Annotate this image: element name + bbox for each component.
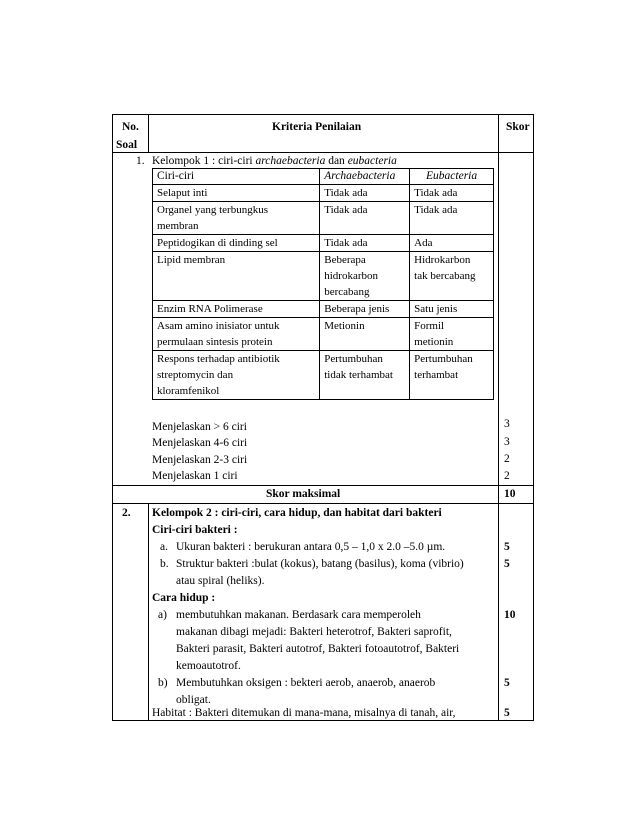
q2-habitat-text: Habitat : Bakteri ditemukan di mana-mana, misalnya di tanah, air, bbox=[152, 707, 456, 719]
col-header-archaebacteria bbox=[320, 169, 410, 185]
cell-line: Tidak ada bbox=[324, 187, 368, 199]
cell-line: Metionin bbox=[324, 320, 365, 332]
cell-archae bbox=[320, 185, 410, 202]
table-bottom-border bbox=[112, 720, 534, 721]
header-soal: Soal bbox=[116, 139, 138, 151]
q2-cara-marker: b) bbox=[158, 677, 168, 689]
q2-ciri-label: Ciri-ciri bakteri : bbox=[152, 524, 238, 536]
q1-criterion-score: 3 bbox=[504, 418, 510, 430]
table-row bbox=[153, 202, 494, 235]
cell-line: Lipid membran bbox=[157, 254, 226, 266]
q1-criterion: Menjelaskan > 6 ciri bbox=[152, 421, 247, 433]
cell-line: kloramfenikol bbox=[157, 385, 220, 397]
q1-title-archaebacteria: archaebacteria bbox=[255, 155, 326, 167]
table-row bbox=[153, 351, 494, 400]
cell-ciri bbox=[153, 202, 320, 235]
archaebacteria-eubacteria-table bbox=[152, 168, 494, 400]
q2-habitat-score: 5 bbox=[504, 707, 510, 719]
cell-ciri bbox=[153, 351, 320, 400]
header-skor: Skor bbox=[506, 121, 530, 133]
q1-criterion: Menjelaskan 2-3 ciri bbox=[152, 454, 248, 466]
cell-line: streptomycin dan bbox=[157, 369, 234, 381]
cell-eubac bbox=[410, 185, 494, 202]
q2-cara-text: membutuhkan makanan. Berdasark cara memperoleh bbox=[176, 609, 421, 621]
cell-line: Hidrokarbon bbox=[414, 254, 471, 266]
cell-line: Organel yang terbungkus bbox=[157, 204, 268, 216]
table-row bbox=[153, 252, 494, 301]
cell-ciri bbox=[153, 235, 320, 252]
q2-cara-text: kemoautotrof. bbox=[176, 660, 241, 672]
skor-maksimal-label: Skor maksimal bbox=[266, 488, 341, 500]
q1-title-dan: dan bbox=[325, 155, 348, 167]
header-bottom-border bbox=[112, 152, 534, 153]
cell-line: Tidak ada bbox=[324, 237, 368, 249]
cell-line: permulaan sintesis protein bbox=[157, 336, 273, 348]
table-row bbox=[153, 185, 494, 202]
cell-eubac bbox=[410, 202, 494, 235]
table-left-border bbox=[112, 114, 113, 721]
cell-eubac bbox=[410, 301, 494, 318]
q2-title: Kelompok 2 : ciri-ciri, cara hidup, dan habitat dari bakteri bbox=[152, 507, 442, 519]
cell-line: membran bbox=[157, 220, 199, 232]
q2-ciri-score: 5 bbox=[504, 541, 510, 553]
cell-line: Selaput inti bbox=[157, 187, 208, 199]
q1-number: 1. bbox=[136, 155, 145, 167]
cell-eubac bbox=[410, 252, 494, 301]
q1-criterion: Menjelaskan 1 ciri bbox=[152, 470, 238, 482]
cell-line: bercabang bbox=[324, 286, 370, 298]
table-right-border bbox=[533, 114, 534, 721]
q2-cara-score: 10 bbox=[504, 609, 516, 621]
q2-cara-score: 5 bbox=[504, 677, 510, 689]
q2-cara-marker: a) bbox=[158, 609, 167, 621]
q2-cara-text: Membutuhkan oksigen : bekteri aerob, anaerob, anaerob bbox=[176, 677, 436, 689]
q2-ciri-marker: a. bbox=[160, 541, 168, 553]
header-kriteria: Kriteria Penilaian bbox=[272, 121, 362, 133]
cell-line: Tidak ada bbox=[414, 187, 458, 199]
col-header-ciri-label: Ciri-ciri bbox=[157, 170, 195, 182]
cell-archae bbox=[320, 202, 410, 235]
cell-line: Pertumbuhan bbox=[324, 353, 383, 365]
cell-line: Enzim RNA Polimerase bbox=[157, 303, 263, 315]
header-no: No. bbox=[122, 121, 139, 133]
skor-maksimal-value: 10 bbox=[504, 488, 516, 500]
cell-line: Asam amino inisiator untuk bbox=[157, 320, 280, 332]
q2-cara-text: Bakteri parasit, Bakteri autotrof, Bakteri fotoautotrof, Bakteri bbox=[176, 643, 460, 655]
col-header-ciri bbox=[153, 169, 320, 185]
cell-line: Beberapa bbox=[324, 254, 366, 266]
col-header-archaebacteria-label: Archaebacteria bbox=[324, 170, 396, 182]
cell-ciri bbox=[153, 252, 320, 301]
inner-table-header-row bbox=[153, 169, 494, 185]
skor-column-divider bbox=[498, 114, 499, 721]
cell-line: Ada bbox=[414, 237, 433, 249]
q1-criterion-score: 2 bbox=[504, 453, 510, 465]
table-row bbox=[153, 318, 494, 351]
cell-archae bbox=[320, 252, 410, 301]
cell-archae bbox=[320, 235, 410, 252]
cell-line: hidrokarbon bbox=[324, 270, 379, 282]
cell-line: Beberapa jenis bbox=[324, 303, 390, 315]
cell-ciri bbox=[153, 318, 320, 351]
q1-title-prefix: Kelompok 1 : ciri-ciri bbox=[152, 155, 256, 167]
table-top-border bbox=[112, 114, 534, 115]
q1-criterion-score: 2 bbox=[504, 470, 510, 482]
cell-line: tak bercabang bbox=[414, 270, 476, 282]
q1-title bbox=[152, 154, 397, 168]
cell-line: tidak terhambat bbox=[324, 369, 393, 381]
q2-ciri-text: Struktur bakteri :bulat (kokus), batang (basilus), koma (vibrio) bbox=[176, 558, 464, 570]
cell-line: Pertumbuhan bbox=[414, 353, 473, 365]
q2-cara-text: obligat. bbox=[176, 694, 211, 706]
col-header-eubacteria bbox=[410, 169, 494, 185]
cell-line: Tidak ada bbox=[414, 204, 458, 216]
q1-bottom-border bbox=[112, 485, 534, 486]
no-column-divider-q2 bbox=[148, 503, 149, 721]
q1-criterion: Menjelaskan 4-6 ciri bbox=[152, 437, 248, 449]
q2-ciri-marker: b. bbox=[160, 558, 169, 570]
col-header-eubacteria-label: Eubacteria bbox=[426, 170, 478, 182]
q1-title-eubacteria: eubacteria bbox=[347, 155, 397, 167]
q2-number: 2. bbox=[122, 507, 131, 519]
cell-archae bbox=[320, 301, 410, 318]
cell-line: Tidak ada bbox=[324, 204, 368, 216]
cell-eubac bbox=[410, 351, 494, 400]
cell-archae bbox=[320, 318, 410, 351]
cell-ciri bbox=[153, 185, 320, 202]
cell-line: Peptidogikan di dinding sel bbox=[157, 237, 278, 249]
cell-eubac bbox=[410, 235, 494, 252]
no-column-divider bbox=[148, 114, 149, 153]
cell-line: metionin bbox=[414, 336, 454, 348]
q1-criterion-score: 3 bbox=[504, 436, 510, 448]
cell-ciri bbox=[153, 301, 320, 318]
cell-line: Satu jenis bbox=[414, 303, 458, 315]
cell-archae bbox=[320, 351, 410, 400]
cell-eubac bbox=[410, 318, 494, 351]
table-row bbox=[153, 235, 494, 252]
table-row bbox=[153, 301, 494, 318]
q2-ciri-text: Ukuran bakteri : berukuran antara 0,5 – 1,0 x 2.0 –5.0 µm. bbox=[176, 541, 446, 553]
cell-line: terhambat bbox=[414, 369, 459, 381]
skor-maksimal-bottom-border bbox=[112, 503, 534, 504]
cell-line: Formil bbox=[414, 320, 445, 332]
q2-cara-text: makanan dibagi mejadi: Bakteri heterotrof, Bakteri saprofit, bbox=[176, 626, 452, 638]
cell-line: Respons terhadap antibiotik bbox=[157, 353, 280, 365]
q2-ciri-text: atau spiral (heliks). bbox=[176, 575, 265, 587]
q2-cara-label: Cara hidup : bbox=[152, 592, 216, 604]
q2-ciri-score: 5 bbox=[504, 558, 510, 570]
